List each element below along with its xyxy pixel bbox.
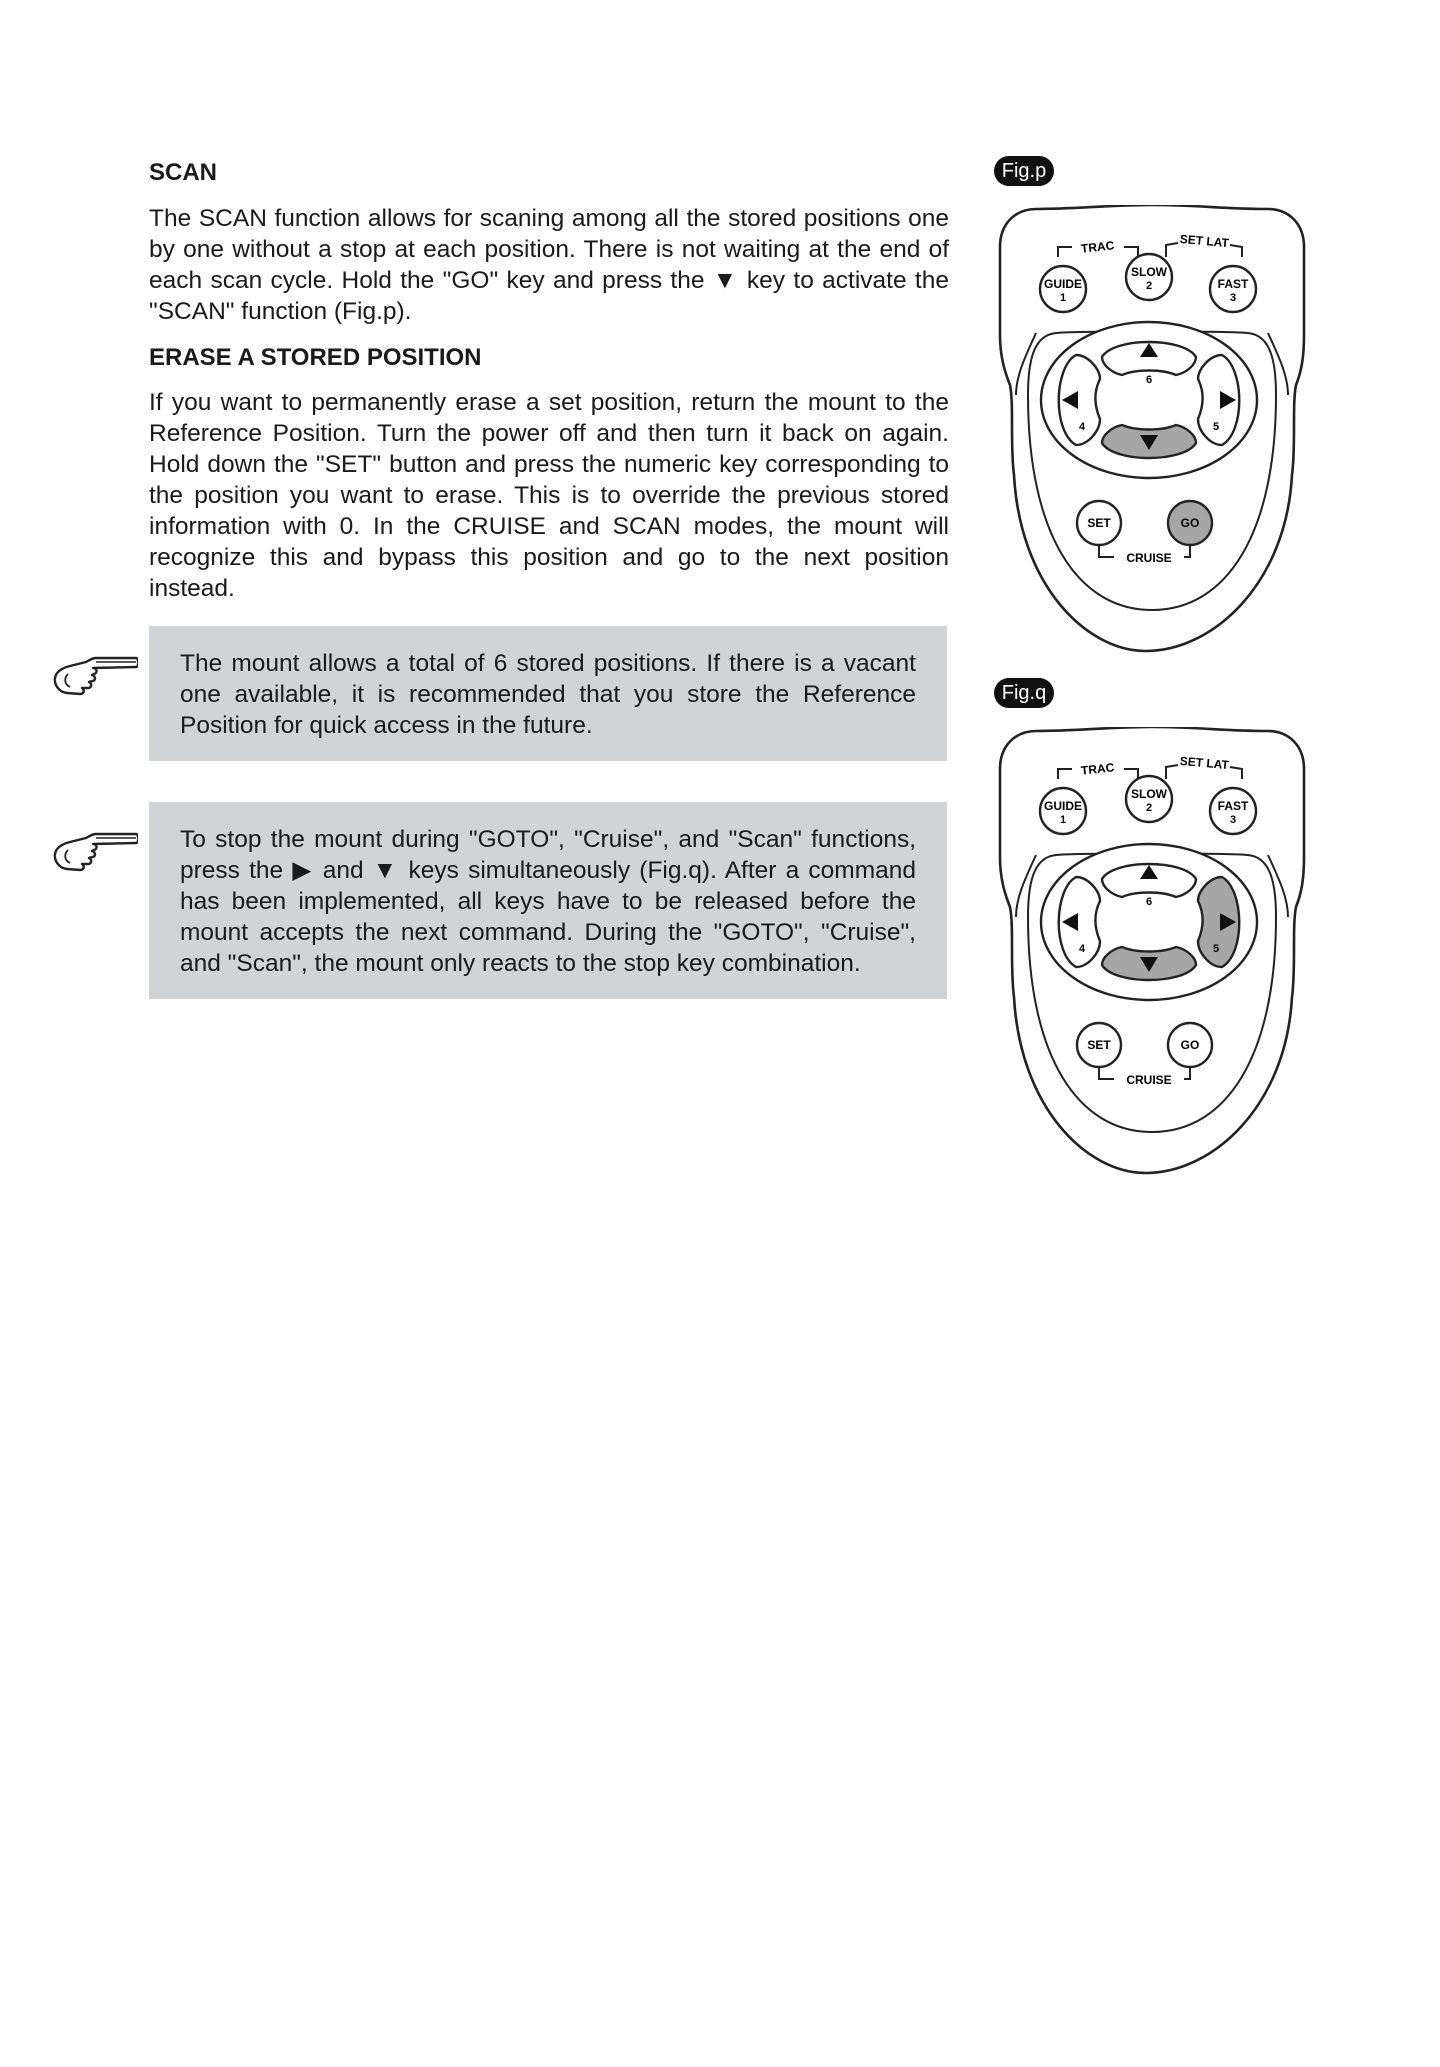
note-text: The mount allows a total of 6 stored positions. If there is a vacant one available, it is recommended that you store the Reference Position for quick access in the future. — [180, 650, 916, 739]
right-key-number: 5 — [1212, 421, 1220, 433]
up-key-number: 6 — [1145, 896, 1153, 908]
erase-paragraph: If you want to permanently erase a set position, return the mount to the Reference Position. Turn the power off and then turn it back on again. Hold down the "SET" button and press the numeric key corresponding to the position you want to erase. This is to override the previous stored information with 0. In the CRUISE and SCAN modes, the mount will recognize this and bypass this position and go to the next position instead. — [149, 389, 949, 602]
trac-label: TRAC — [1080, 238, 1115, 256]
slow-button-label: SLOW — [1131, 787, 1167, 801]
figure-label: Fig.p — [994, 156, 1054, 186]
slow-button-number: 2 — [1145, 802, 1153, 814]
set-lat-label: SET LAT — [1179, 753, 1230, 773]
slow-button-label: SLOW — [1131, 265, 1167, 279]
trac-label: TRAC — [1080, 760, 1115, 778]
pointing-hand-icon — [52, 648, 138, 698]
note-stored-positions — [149, 626, 947, 761]
set-lat-label: SET LAT — [1179, 231, 1230, 251]
guide-button-number: 1 — [1059, 292, 1067, 304]
up-key-number: 6 — [1145, 374, 1153, 386]
go-button-label: GO — [1180, 516, 1200, 530]
scan-paragraph: The SCAN function allows for scaning among all the stored positions one by one without a stop at each position. There is not waiting at the end of each scan cycle. Hold the "GO" key and press the ▼ key to activate the "SCAN" function (Fig.p). — [149, 205, 949, 325]
note-text: To stop the mount during "GOTO", "Cruise", and "Scan" functions, press the ▶ and ▼ keys simultaneously (Fig.q). After a command has been implemented, all keys have to be released before the mount accepts the next command. During the "GOTO", "Cruise", and "Scan", the mount only reacts to the stop key combination. — [180, 826, 916, 977]
slow-button-number: 2 — [1145, 280, 1153, 292]
guide-button-label: GUIDE — [1043, 277, 1083, 291]
guide-button-number: 1 — [1059, 814, 1067, 826]
cruise-label: CRUISE — [1126, 1073, 1172, 1087]
right-key-number: 5 — [1212, 943, 1220, 955]
fast-button-number: 3 — [1229, 292, 1237, 304]
fast-button-label: FAST — [1217, 799, 1249, 813]
set-button-label: SET — [1087, 516, 1111, 530]
erase-heading: ERASE A STORED POSITION — [149, 344, 482, 371]
note-stop-mount — [149, 802, 947, 999]
cruise-label: CRUISE — [1126, 551, 1172, 565]
left-key-number: 4 — [1078, 421, 1086, 433]
guide-button-label: GUIDE — [1043, 799, 1083, 813]
pointing-hand-icon — [52, 824, 138, 874]
fast-button-label: FAST — [1217, 277, 1249, 291]
hand-controller-figure-p — [996, 205, 1308, 655]
fast-button-number: 3 — [1229, 814, 1237, 826]
hand-controller-figure-q — [996, 727, 1308, 1177]
set-button-label: SET — [1087, 1038, 1111, 1052]
figure-label: Fig.q — [994, 678, 1054, 708]
scan-heading: SCAN — [149, 159, 218, 186]
left-key-number: 4 — [1078, 943, 1086, 955]
go-button-label: GO — [1180, 1038, 1200, 1052]
